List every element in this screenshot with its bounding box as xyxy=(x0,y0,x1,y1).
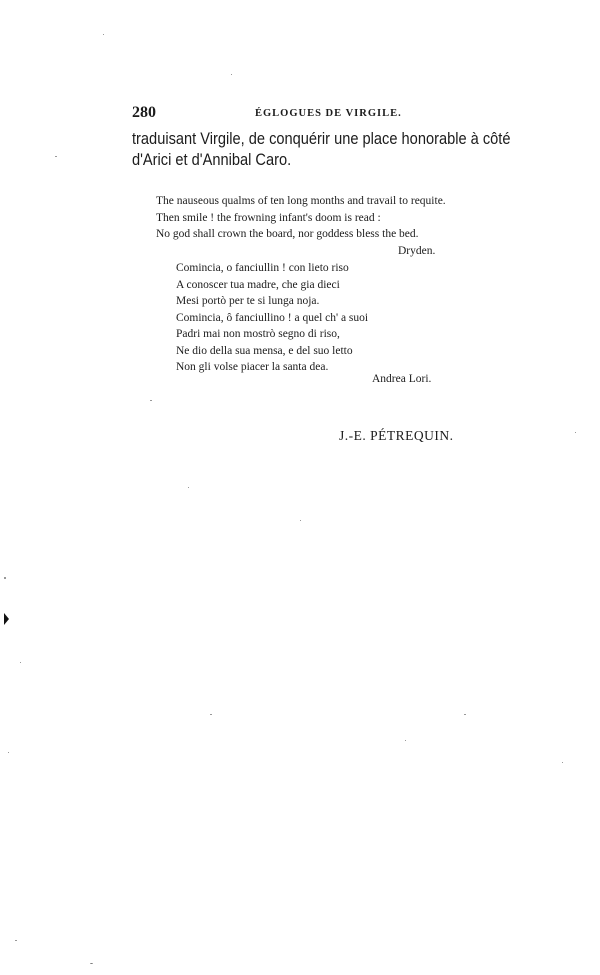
verse-line: The nauseous qualms of ten long months and travail to requite. xyxy=(156,195,446,207)
intro-line: d'Arici et d'Annibal Caro. xyxy=(132,150,292,169)
margin-mark xyxy=(4,613,9,625)
verse-line: Ne dio della sua mensa, e del suo letto xyxy=(176,344,353,357)
verse-line: Non gli volse piacer la santa dea. xyxy=(176,361,329,373)
italian-verse-attribution: Andrea Lori. xyxy=(372,373,432,385)
english-verse xyxy=(156,193,486,243)
author-signature: J.-E. PÉTREQUIN. xyxy=(339,428,454,443)
english-verse-attribution: Dryden. xyxy=(398,245,436,257)
verse-line: Mesi portò per te si lunga noja. xyxy=(176,295,320,307)
verse-line: Padri mai non mostrò segno di riso, xyxy=(176,328,340,340)
verse-line: Comincia, ô fanciullino ! a quel ch' a suoi xyxy=(176,311,369,324)
verse-line: Comincia, o fanciullin ! con lieto riso xyxy=(176,262,349,274)
intro-paragraph xyxy=(132,128,511,170)
intro-line: traduisant Virgile, de conquérir une place honorable à côté xyxy=(132,129,511,148)
verse-line: Then smile ! the frowning infant's doom is read : xyxy=(156,211,381,224)
running-title: ÉGLOGUES DE VIRGILE. xyxy=(255,108,402,119)
italian-verse xyxy=(176,260,456,376)
page-number: 280 xyxy=(132,104,156,121)
verse-line: No god shall crown the board, nor goddess bless the bed. xyxy=(156,228,419,240)
page-header xyxy=(132,104,532,124)
verse-line: A conoscer tua madre, che gia dieci xyxy=(176,278,340,291)
